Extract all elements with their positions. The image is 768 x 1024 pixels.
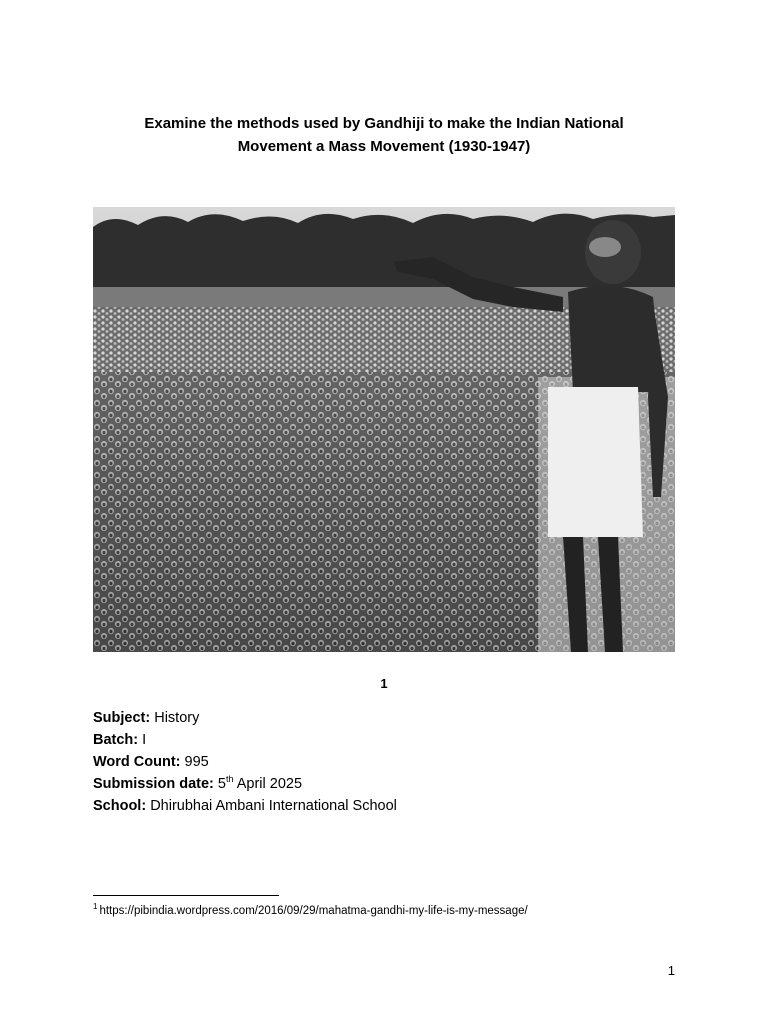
figure-footnote-marker: 1 (380, 676, 388, 691)
submission-details (93, 707, 397, 817)
school-row (93, 795, 397, 817)
word-count-label: Word Count: (93, 754, 181, 770)
subject-value: History (154, 710, 200, 726)
footnote-separator (93, 895, 279, 896)
document-title (93, 112, 675, 158)
title-line-2: Movement a Mass Movement (1930-1947) (237, 138, 531, 155)
subject-label: Subject: (93, 710, 151, 726)
footnote (93, 902, 528, 917)
footnote-link[interactable]: https://pibindia.wordpress.com/2016/09/29/mahatma-gandhi-my-life-is-my-message/ (99, 905, 528, 917)
submission-day-suffix: th (225, 774, 234, 785)
submission-month-year: April 2025 (236, 776, 303, 792)
batch-value: I (142, 732, 147, 748)
batch-label: Batch: (93, 732, 139, 748)
word-count-row (93, 751, 397, 773)
footnote-marker: 1 (93, 902, 98, 912)
title-line-1: Examine the methods used by Gandhiji to make the Indian National (144, 115, 624, 132)
word-count-value: 995 (184, 754, 209, 770)
subject-row (93, 707, 397, 729)
submission-date-label: Submission date: (93, 776, 214, 792)
submission-date-row (93, 773, 397, 795)
submission-day: 5 (217, 776, 226, 792)
batch-row (93, 729, 397, 751)
school-value: Dhirubhai Ambani International School (150, 798, 397, 814)
page-number: 1 (667, 963, 675, 978)
historical-photo (93, 207, 675, 652)
school-label: School: (93, 798, 147, 814)
